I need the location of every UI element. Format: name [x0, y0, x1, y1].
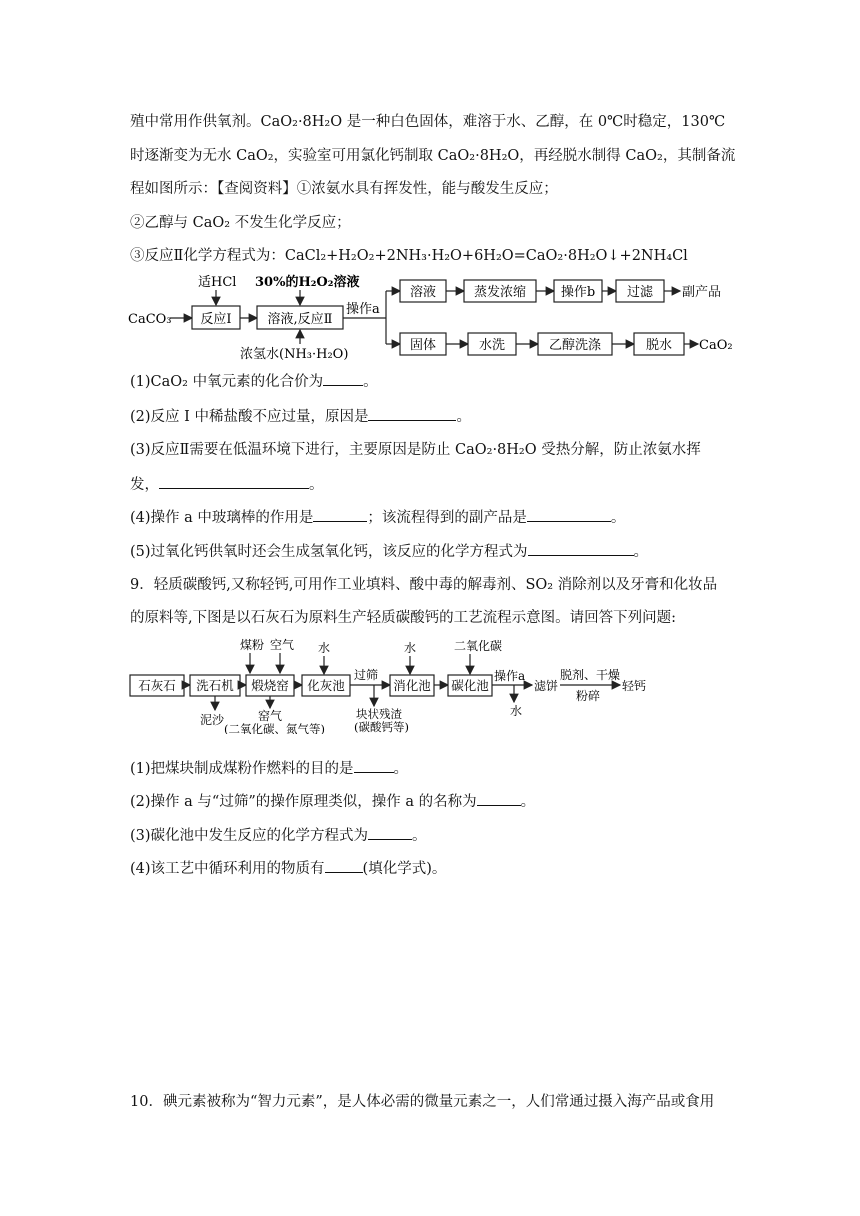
- residue-detail: (碳酸钙等): [354, 720, 409, 734]
- box-digestion-pool: 消化池: [393, 678, 431, 693]
- reagent-hcl: 适HCl: [198, 275, 237, 290]
- bottom-step-4: 脱水: [645, 338, 673, 353]
- q9-sub-2: (2)操作 a 与“过筛”的操作原理类似，操作 a 的名称为 。: [130, 791, 535, 812]
- q9-sub-3: (3)碳化池中发生反应的化学方程式为 。: [130, 825, 427, 846]
- box-slaking-pool: 化灰池: [307, 678, 345, 693]
- box-carbonation-pool: 碳化池: [451, 678, 489, 693]
- top-step-3: 操作b: [560, 285, 596, 300]
- q9-line-2: 的原料等,下图是以石灰石为原料生产轻质碳酸钙的工艺流程示意图。请回答下列问题:: [130, 610, 676, 626]
- reagent-h2o2: 30%的H₂O₂溶液: [255, 275, 360, 290]
- byproduct-label: 副产品: [682, 285, 722, 300]
- air-label: 空气: [270, 638, 295, 652]
- q8-sub-5: (5)过氧化钙供氧时还会生成氢氧化钙，该反应的化学方程式为 。: [130, 541, 648, 562]
- product-light-calcium: 轻钙: [622, 679, 647, 693]
- q8-line-3: 程如图所示：【查阅资料】①浓氨水具有挥发性，能与酸发生反应；: [130, 181, 558, 197]
- co2-label: 二氧化碳: [454, 639, 503, 653]
- q8-line-1: 殖中常用作供氧剂。CaO₂·8H₂O 是一种白色固体，难溶于水、乙醇，在 0℃时稳定，130℃: [130, 114, 726, 130]
- box-kiln: 煅烧窑: [251, 678, 289, 693]
- kiln-gas-label: 窑气: [258, 709, 283, 723]
- q8-sub-3a: (3)反应Ⅱ需要在低温环境下进行，主要原因是防止 CaO₂·8H₂O 受热分解，防止浓氨水挥: [130, 442, 701, 458]
- water-out-label: 水: [510, 704, 523, 718]
- op-a-label-q9: 操作a: [494, 669, 526, 683]
- top-step-1: 溶液: [409, 285, 437, 300]
- q9-sub-1: (1)把煤块制成煤粉作燃料的目的是 。: [130, 758, 408, 779]
- op-a-label: 操作a: [346, 302, 380, 317]
- dry-label: 脱剂、干燥: [560, 668, 621, 682]
- water-1-label: 水: [318, 641, 331, 655]
- residue-label: 块状残渣: [356, 707, 402, 721]
- q8-line-2: 时逐渐变为无水 CaO₂，实验室可用氯化钙制取 CaO₂·8H₂O，再经脱水制得 CaO₂，其制备流: [130, 148, 736, 164]
- kiln-gas-detail: (二氧化碳、氮气等): [224, 722, 325, 734]
- mud-label: 泥沙: [200, 713, 225, 727]
- box-limestone: 石灰石: [138, 678, 176, 693]
- q9-line-1: 9．轻质碳酸钙,又称轻钙,可用作工业填料、酸中毒的解毒剂、SO₂ 消除剂以及牙膏和化妆品: [130, 577, 718, 593]
- q8-sub-1: (1)CaO₂ 中氧元素的化合价为 。: [130, 371, 378, 392]
- reagent-ammonia: 浓氢水(NH₃·H₂O): [240, 347, 349, 362]
- box-reaction-2-label: 溶液,反应Ⅱ: [267, 312, 333, 327]
- bottom-step-1: 固体: [409, 338, 437, 353]
- top-step-2: 蒸发浓缩: [473, 285, 527, 300]
- q10-line-1: 10．碘元素被称为“智力元素”，是人体必需的微量元素之一，人们常通过摄入海产品或食用: [130, 1094, 715, 1110]
- q8-line-4: ②乙醇与 CaO₂ 不发生化学反应；: [130, 215, 351, 231]
- q8-line-5: ③反应Ⅱ化学方程式为：CaCl₂+H₂O₂+2NH₃·H₂O+6H₂O=CaO₂·8H₂O↓+2NH₄Cl: [130, 248, 688, 264]
- calcium-carbonate-flow-diagram: [128, 634, 668, 734]
- bottom-step-2: 水洗: [478, 338, 506, 353]
- q8-sub-4: (4)操作 a 中玻璃棒的作用是 ；该流程得到的副产品是 。: [130, 507, 625, 528]
- q9-sub-4: (4)该工艺中循环利用的物质有 (填化学式)。: [130, 858, 446, 879]
- start-cao3: CaCO₃: [128, 312, 172, 327]
- final-product-cao2: CaO₂: [699, 338, 733, 353]
- box-washer: 洗石机: [196, 678, 234, 693]
- coal-label: 煤粉: [240, 638, 265, 652]
- sieve-label: 过筛: [354, 668, 379, 682]
- cao2-flow-diagram: [128, 268, 738, 366]
- water-2-label: 水: [404, 641, 417, 655]
- top-step-4: 过滤: [626, 285, 654, 300]
- crush-label: 粉碎: [576, 689, 601, 703]
- box-reaction-1-label: 反应Ⅰ: [200, 312, 232, 327]
- filter-cake-label: 滤饼: [534, 679, 559, 693]
- q8-sub-3b: 发， 。: [130, 474, 324, 495]
- q8-sub-2: (2)反应 I 中稀盐酸不应过量，原因是 。: [130, 406, 471, 427]
- bottom-step-3: 乙醇洗涤: [548, 338, 602, 353]
